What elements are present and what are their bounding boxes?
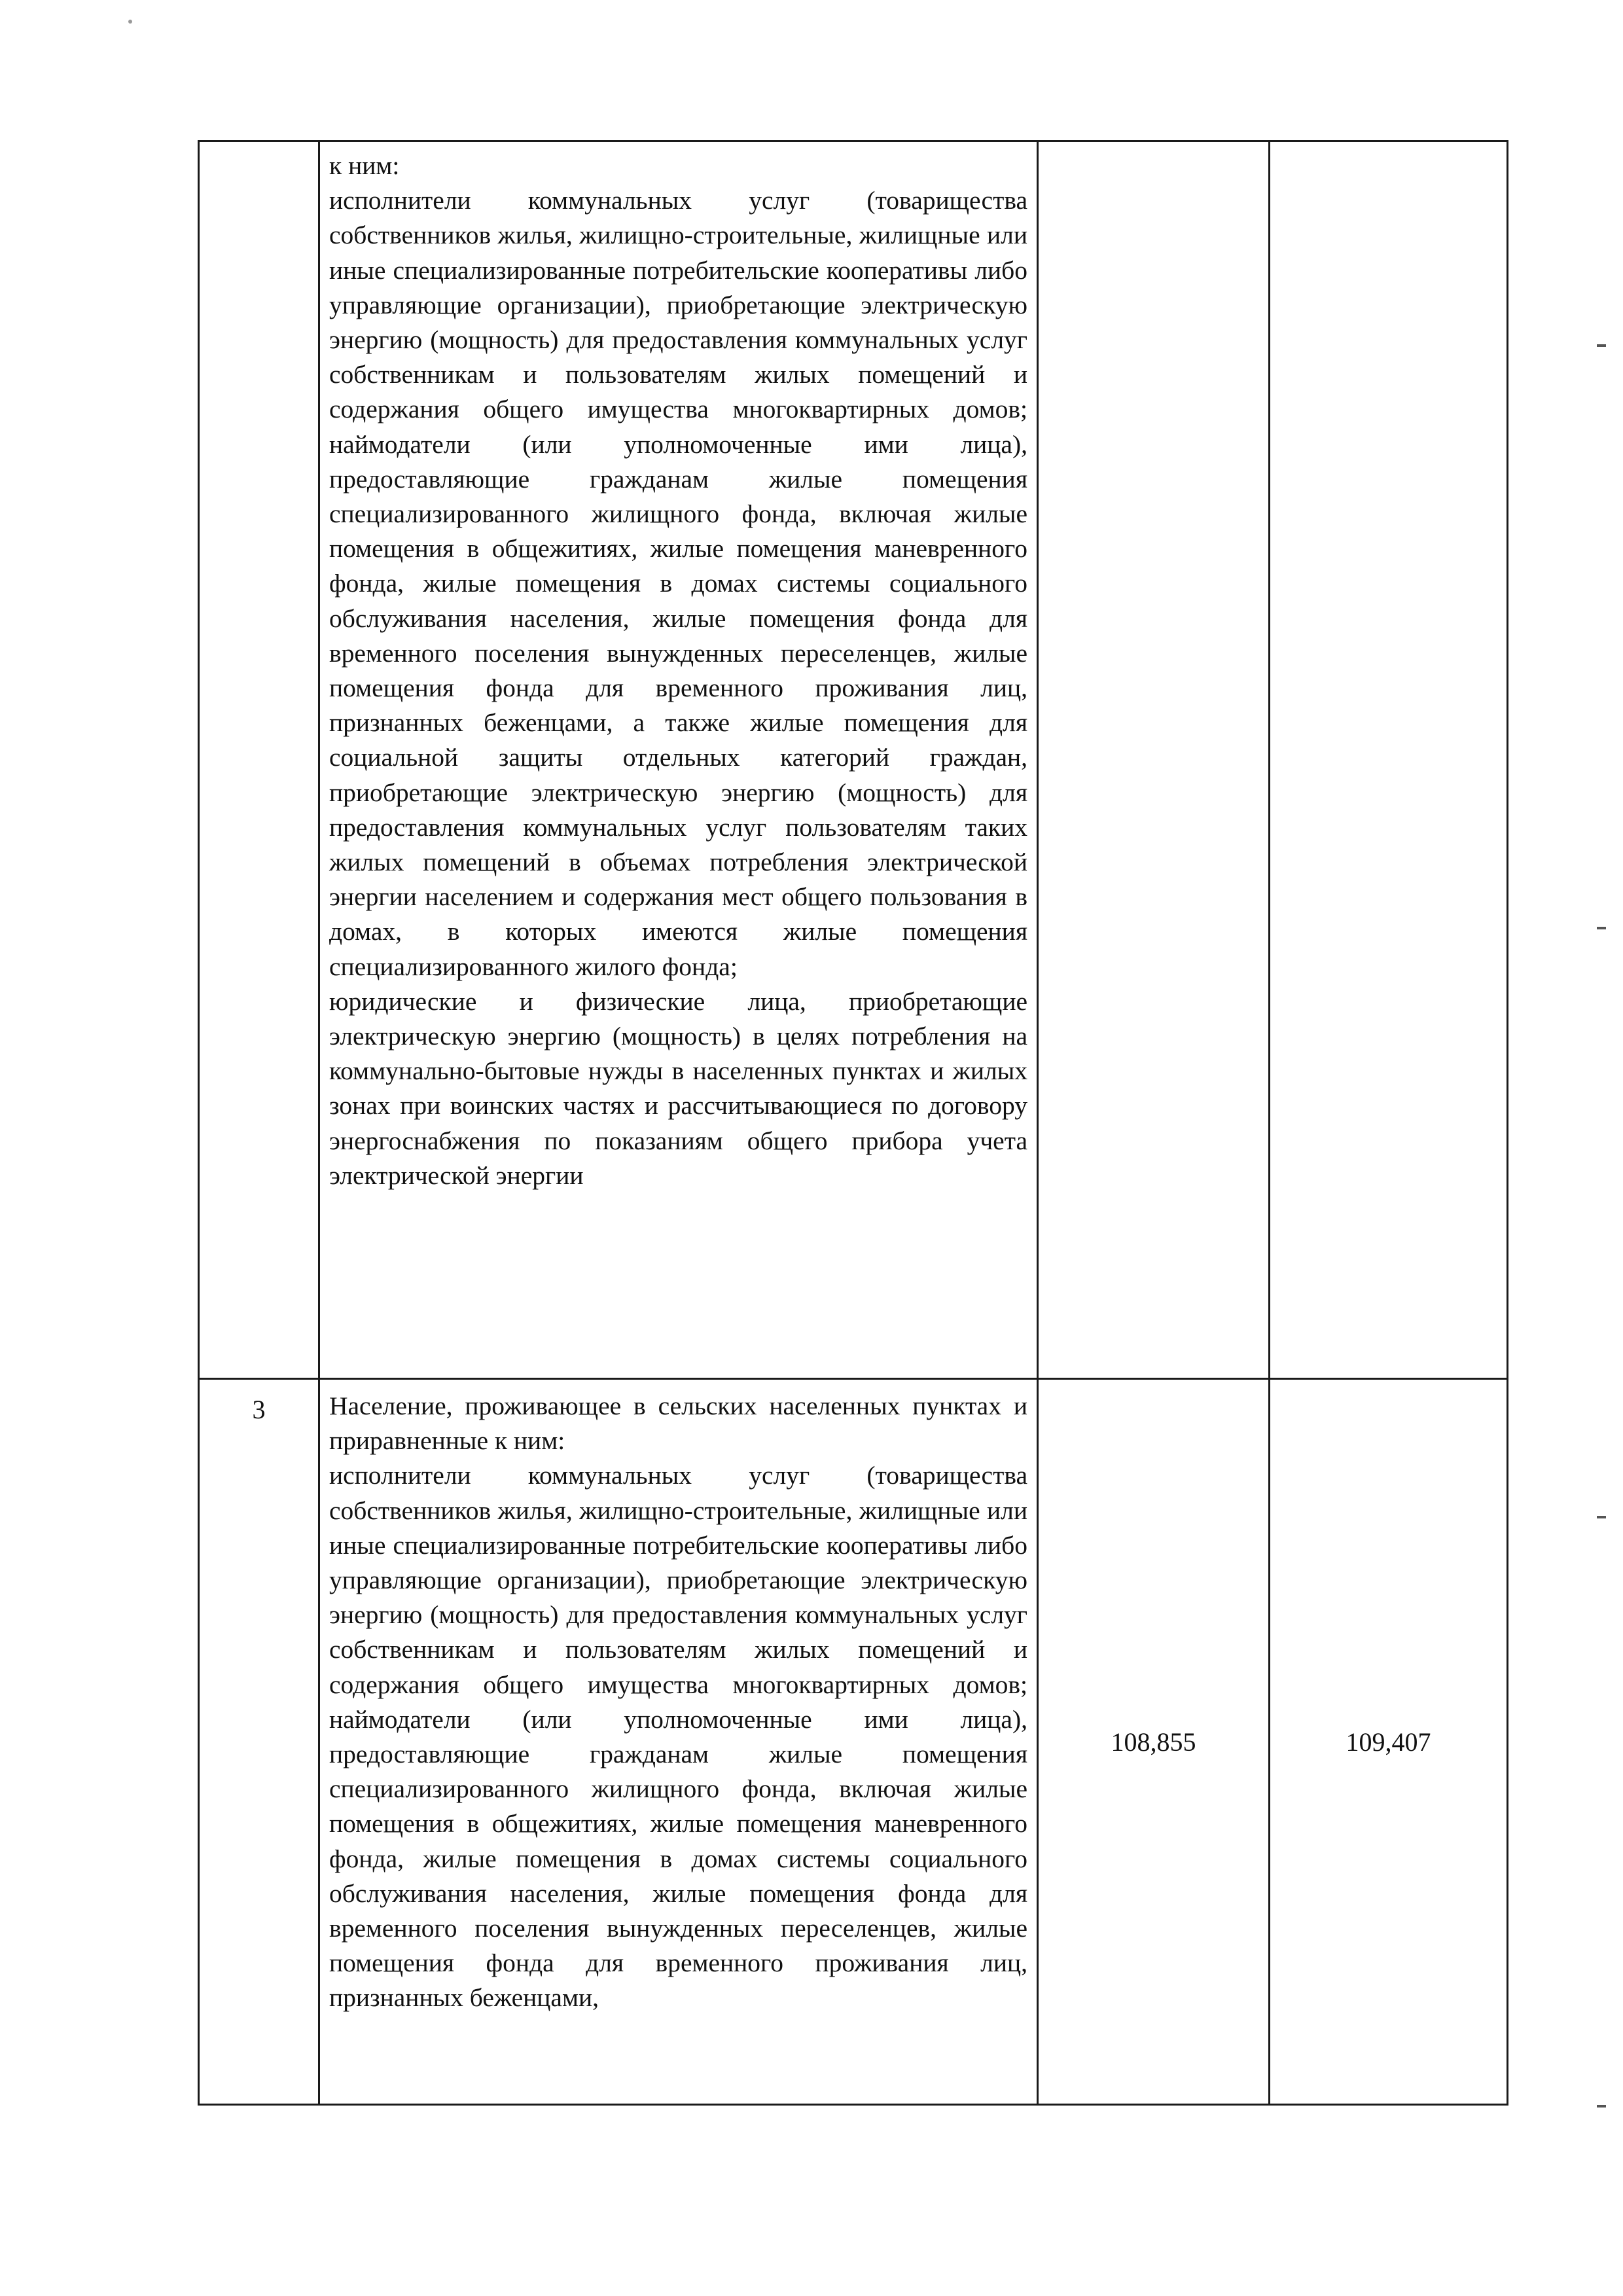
value-cell-1 xyxy=(1038,141,1270,1379)
value-cell-2: 109,407 xyxy=(1270,1379,1508,2105)
tariff-table xyxy=(198,140,1508,2106)
description-cell xyxy=(319,141,1038,1379)
row-number-cell xyxy=(199,1379,319,2105)
table-row xyxy=(199,1379,1508,2105)
table-row xyxy=(199,141,1508,1379)
description-paragraph: исполнители коммунальных услуг (товарищества собственников жилья, жилищно-строительные, жилищные или иные специализированные потребительские кооперативы либо управляющие организации), приобретающие электрическую энергию (мощность) для предоставления коммунальных услуг собственникам и пользователям жилых помещений и содержания общего имущества многоквартирных домов; наймодатели (или уполномоченные ими лица), предоставляющие гражданам жилые помещения специализированного жилищного фонда, включая жилые помещения в общежитиях, жилые помещения маневренного фонда, жилые помещения в домах системы социального обслуживания населения, жилые помещения фонда для временного поселения вынужденных переселенцев, жилые помещения фонда для временного проживания лиц, признанных беженцами, xyxy=(329,1461,1027,2013)
description-paragraph: Население, проживающее в сельских населенных пунктах и приравненные к ним: xyxy=(329,1391,1027,1456)
description-cell xyxy=(319,1379,1038,2105)
margin-mark xyxy=(1597,927,1606,929)
margin-mark xyxy=(1597,1516,1606,1518)
value-cell-2 xyxy=(1270,141,1508,1379)
description-paragraph: исполнители коммунальных услуг (товарищества собственников жилья, жилищно-строительные, жилищные или иные специализированные потребительские кооперативы либо управляющие организации), приобретающие электрическую энергию (мощность) для предоставления коммунальных услуг собственникам и пользователям жилых помещений и содержания общего имущества многоквартирных домов; наймодатели (или уполномоченные ими лица), предоставляющие гражданам жилые помещения специализированного жилищного фонда, включая жилые помещения в общежитиях, жилые помещения маневренного фонда, жилые помещения в домах системы социального обслуживания населения, жилые помещения фонда для временного поселения вынужденных переселенцев, жилые помещения фонда для временного проживания лиц, признанных беженцами, а также жилые помещения для социальной защиты отдельных категорий граждан, приобретающие электрическую энергию (мощность) для предоставления коммунальных услуг пользователям таких жилых помещений в объемах потребления электрической энергии населением и содержания мест общего пользования в домах, в которых имеются жилые помещения специализированного жилого фонда; xyxy=(329,186,1027,981)
margin-mark xyxy=(1597,2105,1606,2108)
row-number: 3 xyxy=(252,1395,266,1424)
row-number-cell xyxy=(199,141,319,1379)
row-number xyxy=(200,142,318,156)
description-paragraph: юридические и физические лица, приобретающие электрическую энергию (мощность) в целях потребления на коммунально-бытовые нужды в населенных пунктах и жилых зонах при воинских частях и рассчитывающиеся по договору энергоснабжения по показаниям общего прибора учета электрической энергии xyxy=(329,986,1027,1190)
description-paragraph: к ним: xyxy=(329,151,400,180)
value-cell-1: 108,855 xyxy=(1038,1379,1270,2105)
scan-speck xyxy=(128,20,132,24)
margin-mark xyxy=(1597,344,1606,347)
